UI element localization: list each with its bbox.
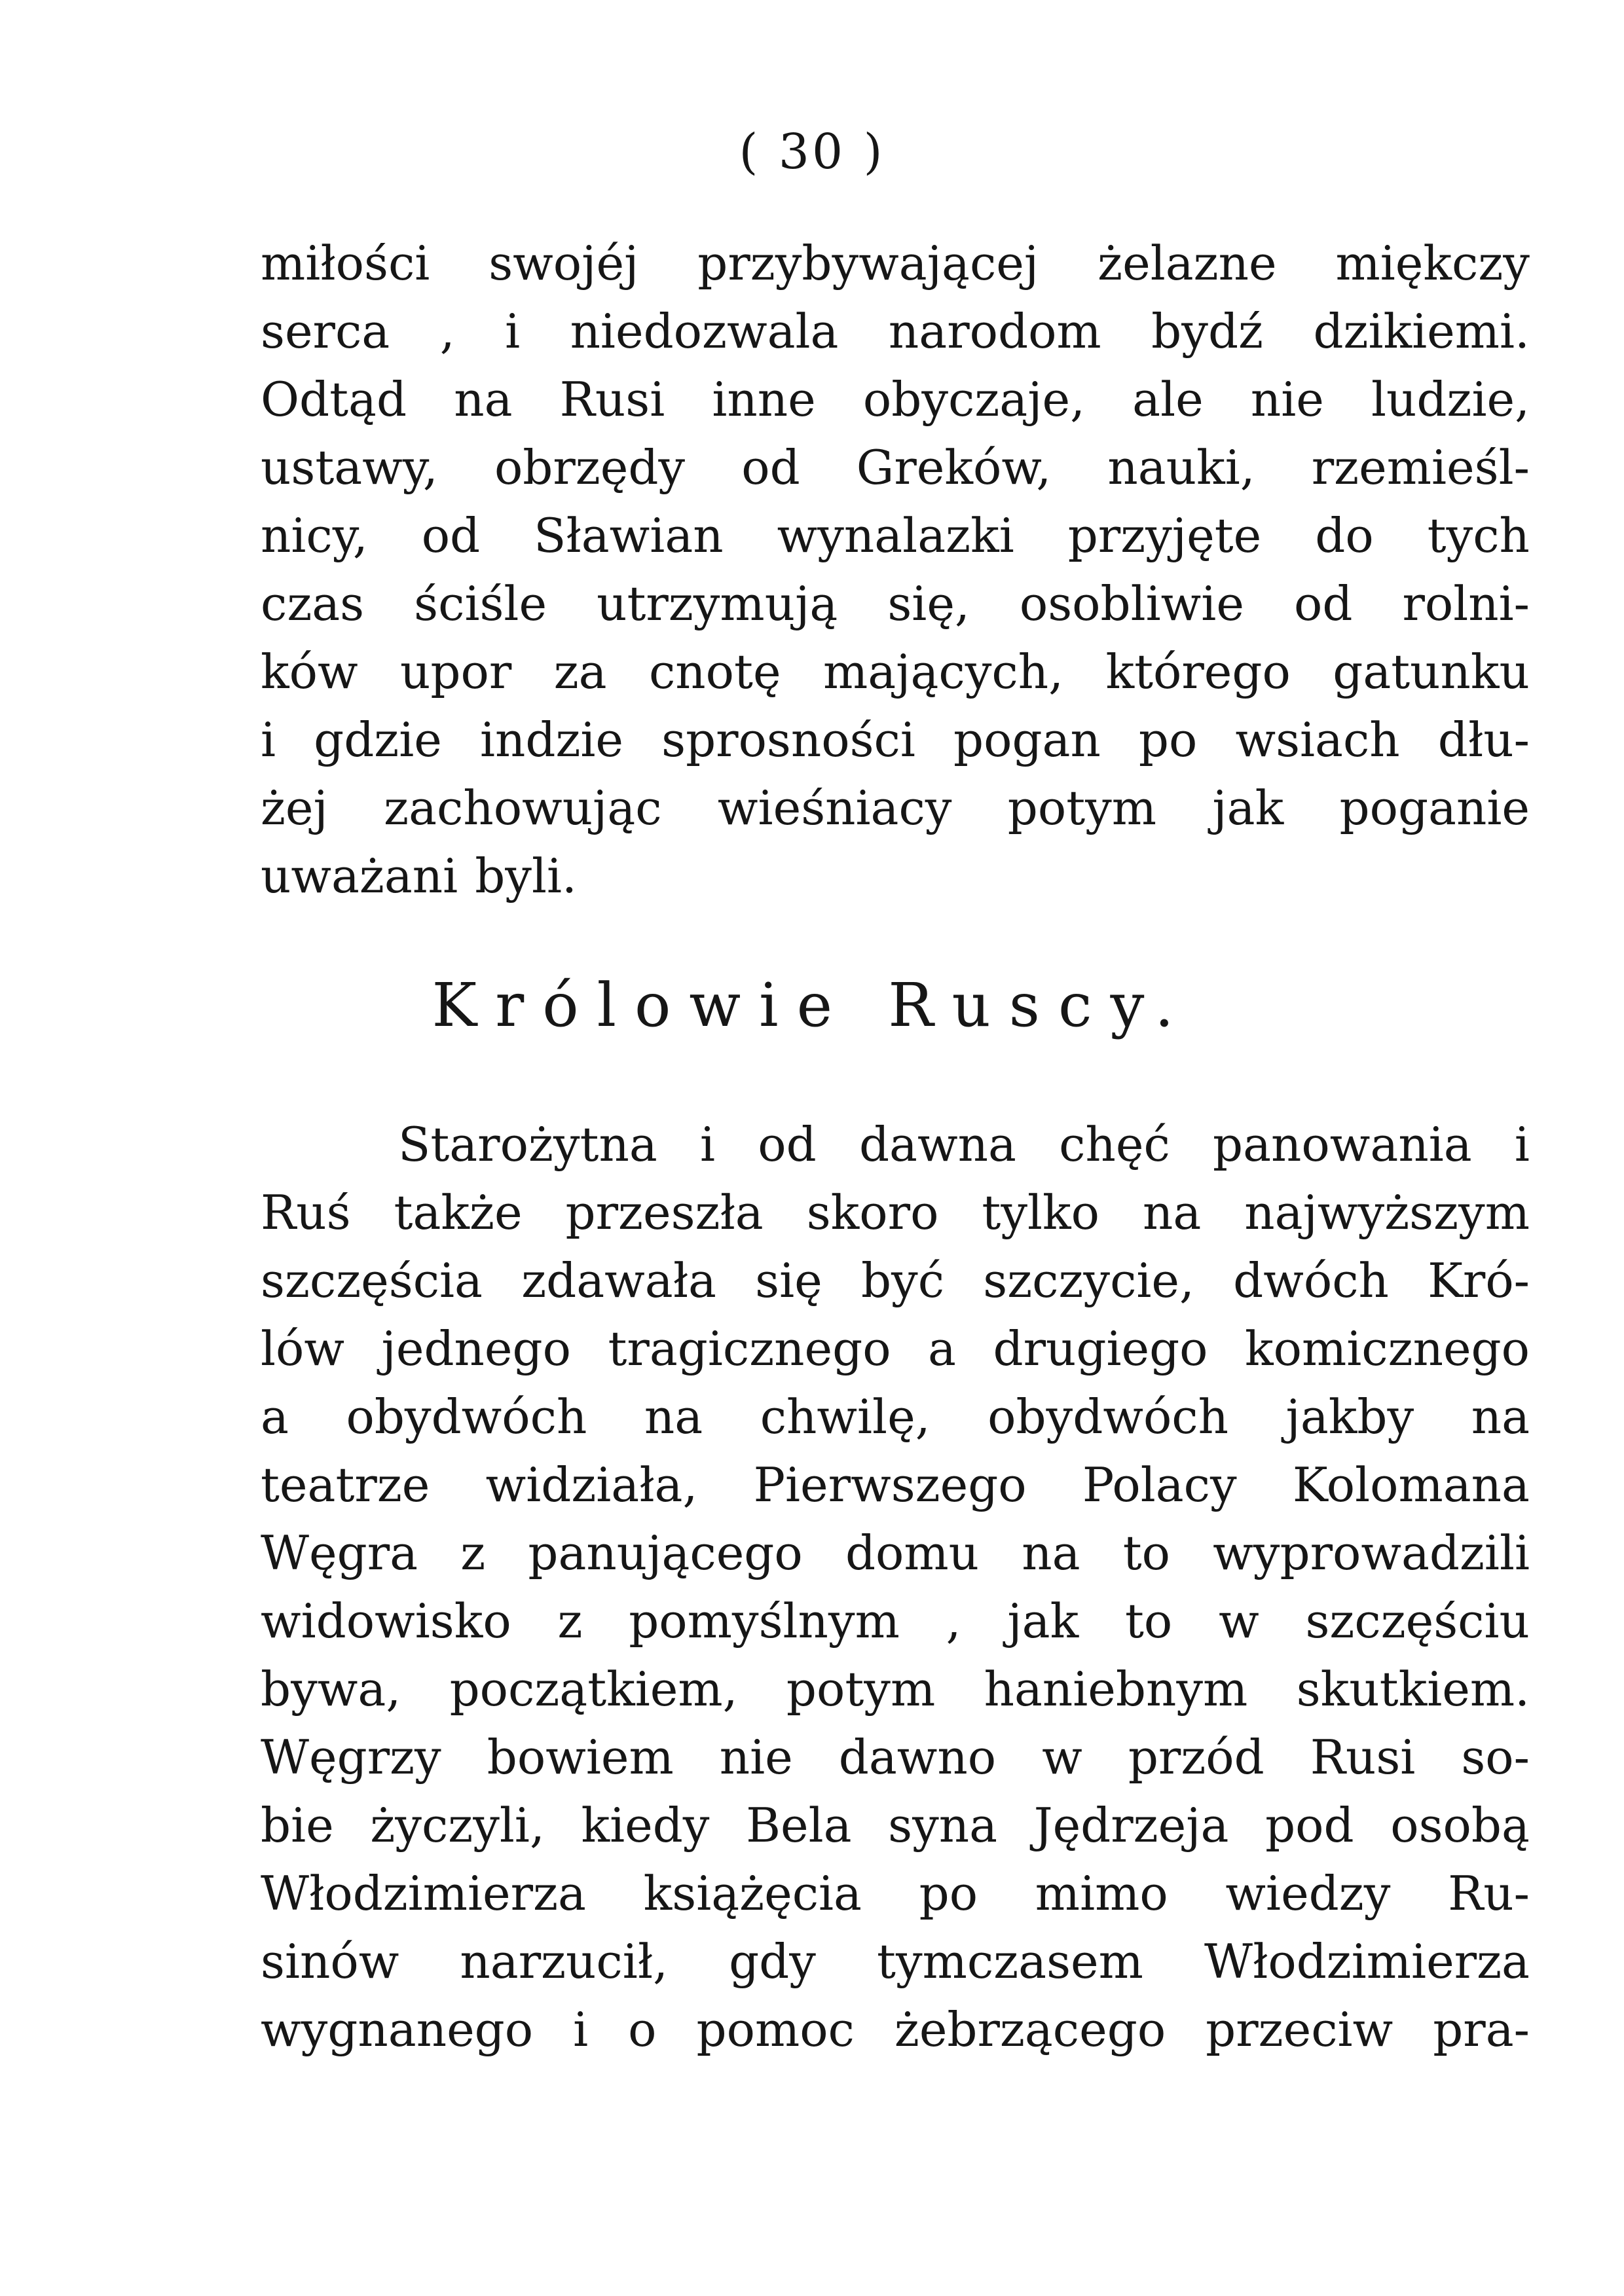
- paragraph-1: [261, 229, 1530, 910]
- text-line: bie życzyli, kiedy Bela syna Jędrzeja pod osobą: [261, 1798, 1530, 1853]
- text-line: i gdzie indzie sprosności pogan po wsiach dłu-: [261, 712, 1530, 767]
- text-line: bywa, początkiem, potym haniebnym skutkiem.: [261, 1662, 1530, 1717]
- text-line: miłości swojéj przybywającej żelazne miękczy: [261, 236, 1530, 291]
- text-line: nicy, od Sławian wynalazki przyjęte do tych: [261, 508, 1530, 563]
- text-line: a obydwóch na chwilę, obydwóch jakby na: [261, 1389, 1530, 1444]
- text-line: Węgrzy bowiem nie dawno w przód Rusi so-: [261, 1730, 1530, 1785]
- text-line: wygnanego i o pomoc żebrzącego przeciw pra-: [261, 2002, 1530, 2057]
- text-line: szczęścia zdawała się być szczycie, dwóch Kró-: [261, 1253, 1530, 1308]
- text-line: ków upor za cnotę mających, którego gatunku: [261, 644, 1530, 699]
- text-line: sinów narzucił, gdy tymczasem Włodzimierza: [261, 1934, 1530, 1989]
- text-line: uważani byli.: [261, 848, 577, 903]
- text-line: Węgra z panującego domu na to wyprowadzili: [261, 1525, 1530, 1580]
- text-line: Starożytna i od dawna chęć panowania i: [398, 1117, 1530, 1172]
- text-line: czas ściśle utrzymują się, osobliwie od rolni-: [261, 576, 1530, 631]
- text-line: ustawy, obrzędy od Greków, nauki, rzemieśl-: [261, 440, 1530, 495]
- text-line: teatrze widziała, Pierwszego Polacy Kolomana: [261, 1457, 1530, 1512]
- text-line: serca , i niedozwala narodom bydź dzikiemi.: [261, 304, 1530, 359]
- text-line: widowisko z pomyślnym , jak to w szczęściu: [261, 1594, 1530, 1649]
- text-line: żej zachowując wieśniacy potym jak poganie: [261, 780, 1530, 835]
- section-heading: Królowie Ruscy.: [432, 970, 1192, 1040]
- page-number: ( 30 ): [739, 124, 885, 180]
- text-line: Ruś także przeszła skoro tylko na najwyższym: [261, 1185, 1530, 1240]
- text-line: Odtąd na Rusi inne obyczaje, ale nie ludzie,: [261, 372, 1530, 427]
- text-line: Włodzimierza książęcia po mimo wiedzy Ru-: [261, 1866, 1530, 1921]
- text-line: lów jednego tragicznego a drugiego komicznego: [261, 1321, 1530, 1376]
- paragraph-2: [261, 1110, 1530, 2064]
